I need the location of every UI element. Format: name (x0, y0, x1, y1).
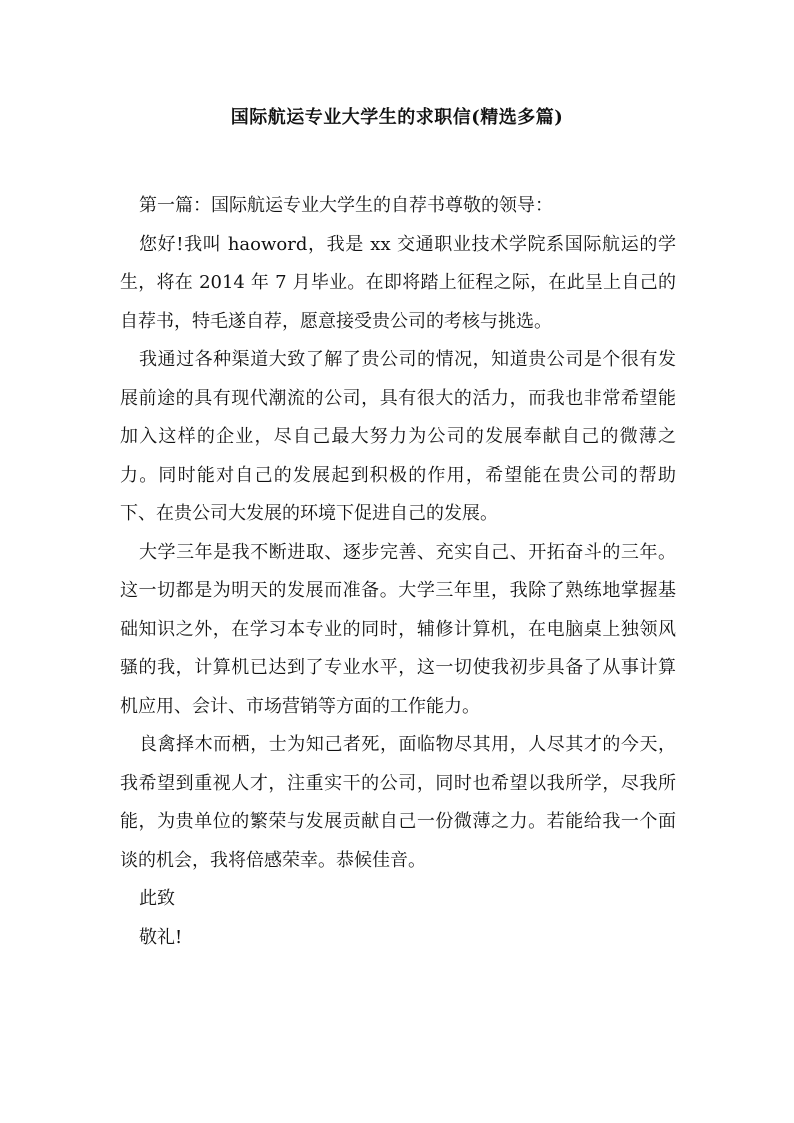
paragraph-education: 大学三年是我不断进取、逐步完善、充实自己、开拓奋斗的三年。这一切都是为明天的发展而准备。大学三年里，我除了熟练地掌握基础知识之外，在学习本专业的同时，辅修计算机，在电脑桌上独领风骚的我，计算机已达到了专业水平，这一切使我初步具备了从事计算机应用、会计、市场营销等方面的工作能力。 (120, 541, 676, 717)
closing-salutation: 此致 (139, 888, 175, 909)
closing-regards: 敬礼! (139, 926, 183, 948)
paragraph-aspiration: 良禽择木而栖，士为知己者死，面临物尽其用，人尽其才的今天，我希望到重视人才，注重实干的公司，同时也希望以我所学，尽我所能，为贵单位的繁荣与发展贡献自己一份微薄之力。若能给我一个面谈的机会，我将倍感荣幸。恭候佳音。 (120, 734, 676, 871)
paragraph-heading: 第一篇：国际航运专业大学生的自荐书尊敬的领导： (139, 195, 553, 216)
paragraph-introduction: 您好!我叫 haoword，我是 xx 交通职业技术学院系国际航运的学生，将在 2014 年 7 月毕业。在即将踏上征程之际，在此呈上自己的自荐书，特毛遂自荐，愿意接受贵公司的考核与挑选。 (120, 233, 676, 332)
document-body (120, 187, 676, 957)
paragraph-company-interest: 我通过各种渠道大致了解了贵公司的情况，知道贵公司是个很有发展前途的具有现代潮流的公司，具有很大的活力，而我也非常希望能加入这样的企业，尽自己最大努力为公司的发展奉献自己的微薄之力。同时能对自己的发展起到积极的作用，希望能在贵公司的帮助下、在贵公司大发展的环境下促进自己的发展。 (120, 349, 676, 524)
document-title: 国际航运专业大学生的求职信(精选多篇) (230, 107, 564, 128)
